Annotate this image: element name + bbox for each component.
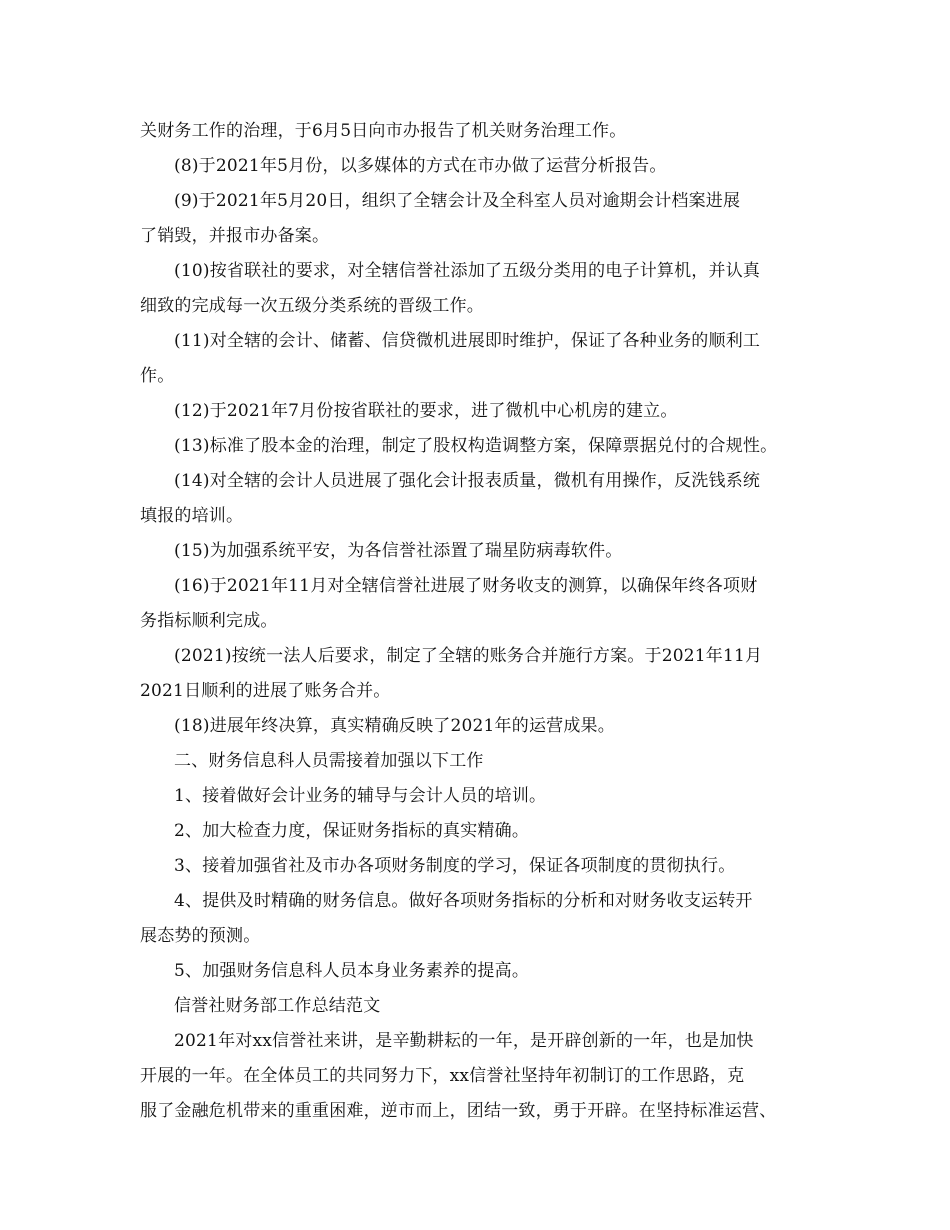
text-line: 1、接着做好会计业务的辅导与会计人员的培训。 (174, 786, 547, 806)
text-line: 4、提供及时精确的财务信息。做好各项财务指标的分析和对财务收支运转开 (174, 891, 753, 911)
text-line: 2、加大检查力度，保证财务指标的真实精确。 (174, 821, 530, 841)
text-line: 填报的培训。 (140, 506, 244, 526)
text-line: (18)进展年终决算，真实精确反映了2021年的运营成果。 (174, 716, 615, 736)
text-line: 二、财务信息科人员需接着加强以下工作 (174, 751, 484, 771)
text-line: (15)为加强系统平安，为各信誉社添置了瑞星防病毒软件。 (174, 541, 623, 561)
text-line: (10)按省联社的要求，对全辖信誉社添加了五级分类用的电子计算机，并认真 (174, 261, 761, 281)
text-line: 关财务工作的治理，于6月5日向市办报告了机关财务治理工作。 (140, 121, 627, 141)
text-line: (13)标准了股本金的治理，制定了股权构造调整方案，保障票据兑付的合规性。 (174, 436, 778, 456)
text-line: (12)于2021年7月份按省联社的要求，进了微机中心机房的建立。 (174, 401, 678, 421)
text-line: (14)对全辖的会计人员进展了强化会计报表质量，微机有用操作，反洗钱系统 (174, 471, 761, 491)
text-line: 服了金融危机带来的重重困难，逆市而上，团结一致，勇于开辟。在坚持标准运营、 (140, 1101, 777, 1121)
text-line: 5、加强财务信息科人员本身业务素养的提高。 (174, 961, 530, 981)
text-line: (16)于2021年11月对全辖信誉社进展了财务收支的测算，以确保年终各项财 (174, 576, 758, 596)
text-line: 作。 (140, 366, 175, 386)
text-line: 展态势的预测。 (140, 926, 261, 946)
text-line: (11)对全辖的会计、储蓄、信贷微机进展即时维护，保证了各种业务的顺利工 (174, 331, 761, 351)
document-text (140, 114, 820, 1129)
text-line: 了销毁，并报市办备案。 (140, 226, 330, 246)
text-line: 信誉社财务部工作总结范文 (174, 996, 381, 1016)
text-line: 开展的一年。在全体员工的共同努力下，xx信誉社坚持年初制订的工作思路，克 (140, 1066, 745, 1086)
text-line: 细致的完成每一次五级分类系统的晋级工作。 (140, 296, 484, 316)
text-line: (2021)按统一法人后要求，制定了全辖的账务合并施行方案。于2021年11月 (174, 646, 763, 666)
text-line: 2021年对xx信誉社来讲，是辛勤耕耘的一年，是开辟创新的一年，也是加快 (174, 1031, 754, 1051)
text-line: 务指标顺利完成。 (140, 611, 278, 631)
document-body (140, 114, 820, 1129)
text-line: 3、接着加强省社及市办各项财务制度的学习，保证各项制度的贯彻执行。 (174, 856, 736, 876)
text-line: (9)于2021年5月20日，组织了全辖会计及全科室人员对逾期会计档案进展 (174, 191, 741, 211)
text-line: (8)于2021年5月份，以多媒体的方式在市办做了运营分析报告。 (174, 156, 667, 176)
text-line: 2021日顺利的进展了账务合并。 (140, 681, 391, 701)
